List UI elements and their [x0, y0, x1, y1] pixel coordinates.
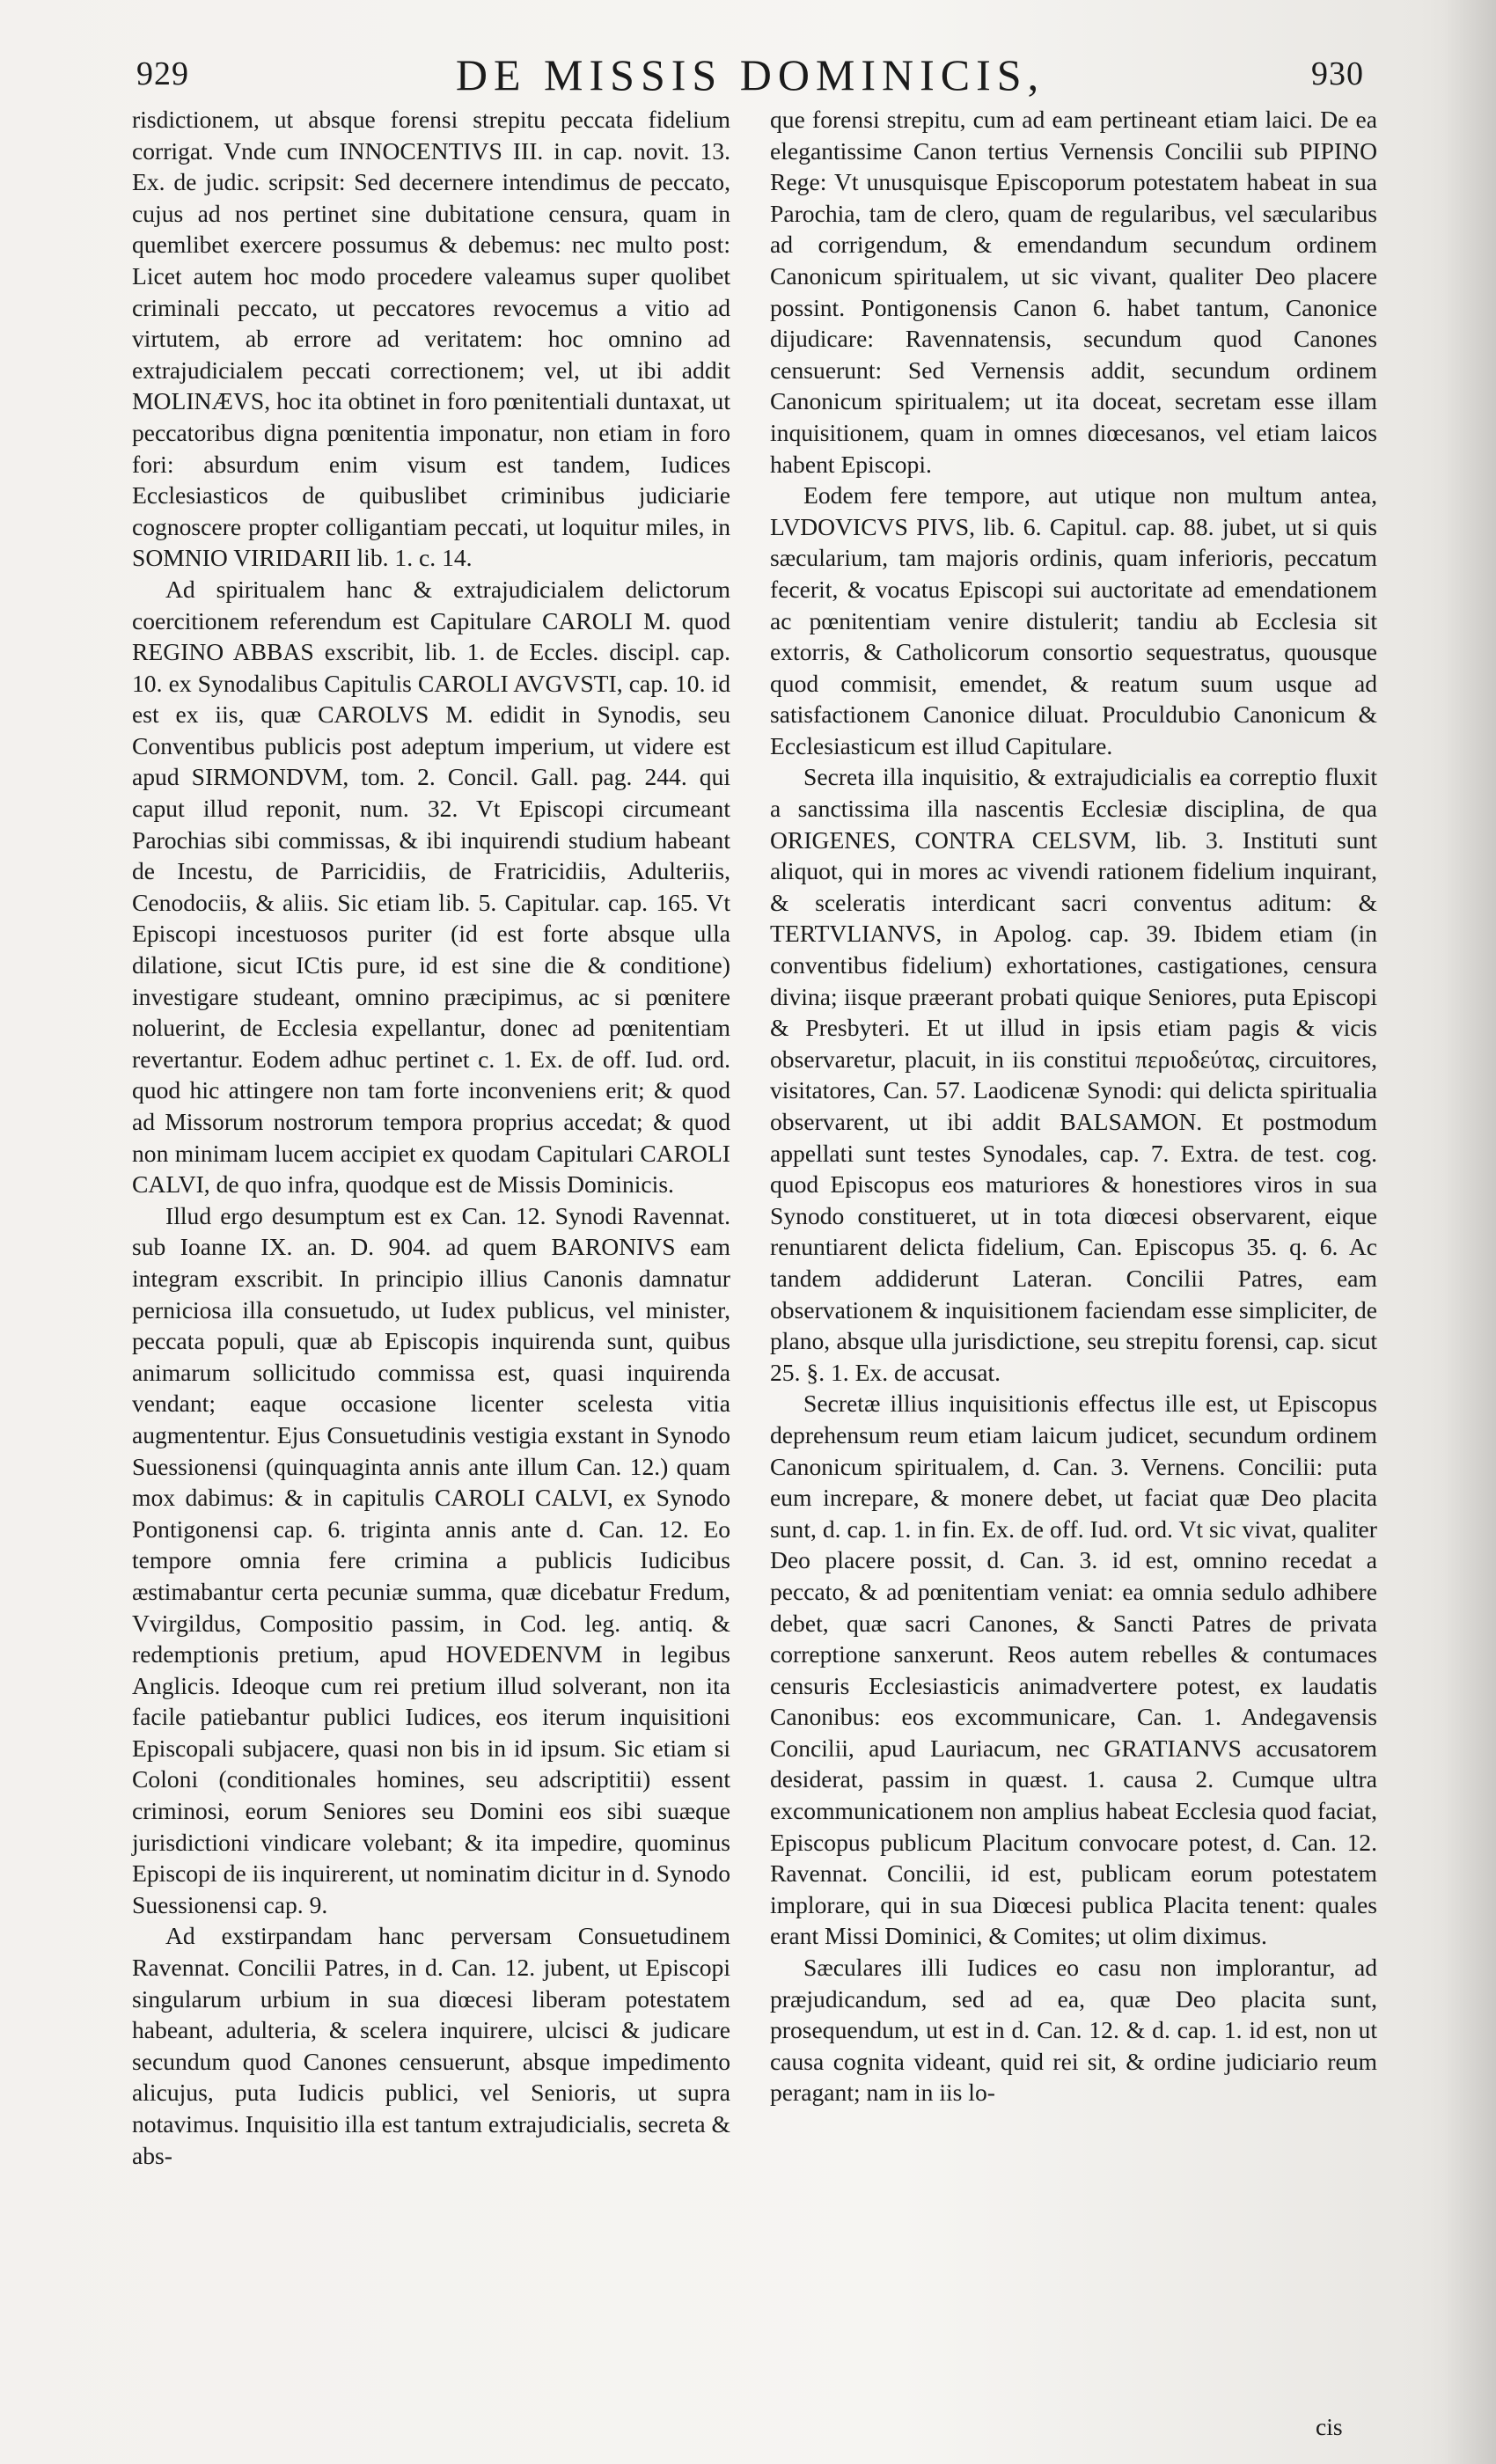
right-column — [770, 104, 1377, 2108]
paragraph-right-4: Secretæ illius inquisitionis effectus ille est, ut Episcopus deprehensum reum etiam laicum judicet, secundum ordinem Canonicum spiritualem, d. Can. 3. Vernens. Concilii: puta eum increpare, & monere debet, ut faciat quæ Deo placita sunt, d. cap. 1. in fin. Ex. de off. Iud. ord. Vt sic vivat, qualiter Deo placere possit, d. Can. 3. id est, omnino recedat a peccato, & ad pœnitentiam veniat: ea omnia sedulo adhibere debet, quæ sacri Canones, & Sancti Patres de privata correptione sanxerunt. Reos autem rebelles & contumaces censuris Ecclesiasticis animadvertere potest, ex laudatis Canonibus: eos excommunicare, Can. 1. Andegavensis Concilii, apud Lauriacum, nec GRATIANVS accusatorem desiderat, passim in quæst. 1. causa 2. Cumque ultra excommunicationem non amplius habeat Ecclesia quod faciat, Episcopus publicum Placitum convocare potest, d. Can. 12. Ravennat. Concilii, id est, publicam eorum potestatem implorare, qui in sua Diœcesi publica Placita tenent: quales erant Missi Dominici, & Comites; ut olim diximus. — [770, 1390, 1377, 1950]
paragraph-left-2: Ad spiritualem hanc & extrajudicialem delictorum coercitionem referendum est Capitulare CAROLI M. quod REGINO ABBAS exscribit, lib. 1. de Eccles. discipl. cap. 10. ex Synodalibus Capitulis CAROLI AVGVSTI, cap. 10. id est ex iis, quæ CAROLVS M. edidit in Synodis, seu Conventibus publicis post adeptum imperium, ut videre est apud SIRMONDVM, tom. 2. Concil. Gall. pag. 244. qui caput illud reponit, num. 32. Vt Episcopi circumeant Parochias sibi commissas, & ibi inquirendi studium habeant de Incestu, de Parricidiis, de Fratricidiis, Adulteriis, Cenodociis, & aliis. Sic etiam lib. 5. Capitular. cap. 165. Vt Episcopi incestuosos puriter (id est forte absque ulla dilatione, sicut ICtis pure, id est sine die & conditione) investigare studeant, omnino præcipimus, ac si pœnitere noluerint, de Ecclesia expellantur, donec ad pœnitentiam revertantur. Eodem adhuc pertinet c. 1. Ex. de off. Iud. ord. quod hic attingere non tam forte inconveniens erit; & quod ad Missorum nostrorum tempora proprius accedat; & quod non minimam lucem accipiet ex quodam Capitulari CAROLI CALVI, de quo infra, quodque est de Missis Dominicis. — [132, 575, 730, 1199]
page-gutter-shadow — [1443, 0, 1496, 2464]
page-number-right: 930 — [1311, 55, 1364, 92]
left-column — [132, 104, 730, 2171]
paragraph-right-3: Secreta illa inquisitio, & extrajudicialis ea correptio fluxit a sanctissima illa nascentis Ecclesiæ disciplina, de qua ORIGENES, CONTRA CELSVM, lib. 3. Instituti sunt aliquot, qui in mores ac vivendi rationem fidelium inquirant, & sceleratis interdicant sacri conventus aditum: & TERTVLIANVS, in Apolog. cap. 39. Ibidem etiam (in conventibus fidelium) exhortationes, castigationes, censura divina; iisque præerant probati quique Seniores, puta Episcopi & Presbyteri. Et ut illud in ipsis etiam pagis & vicis observaretur, placuit, in iis constitui περιοδεύτας, circuitores, visitatores, Can. 57. Laodicenæ Synodi: qui delicta spiritualia observarent, ut ibi addit BALSAMON. Et postmodum appellati sunt testes Synodales, cap. 7. Extra. de test. cog. quod Episcopus eos maturiores & honestiores viros in sua Synodo constitueret, ut in tota diœcesi observarent, eique renuntiarent delicta fidelium, Can. Episcopus 35. q. 6. Ac tandem addiderunt Lateran. Concilii Patres, eam observationem & inquisitionem faciendam esse simpliciter, de plano, absque ulla jurisdictione, seu strepitu forensi, cap. sicut 25. §. 1. Ex. de accusat. — [770, 763, 1377, 1386]
catchword: cis — [1316, 2413, 1343, 2440]
paragraph-right-5: Sæculares illi Iudices eo casu non implorantur, ad præjudicandum, sed ad ea, quæ Deo placita sunt, prosequendum, ut est in d. Can. 12. & d. cap. 1. id est, non ut causa cognita videant, quid rei sit, & ordine judiciario reum peragant; nam in iis lo- — [770, 1954, 1377, 2107]
paragraph-left-1: risdictionem, ut absque forensi strepitu peccata fidelium corrigat. Vnde cum INNOCENTIVS III. in cap. novit. 13. Ex. de judic. scripsit: Sed decernere intendimus de peccato, cujus ad nos pertinet sine dubitatione censura, quam in quemlibet exercere possumus & debemus: nec multo post: Licet autem hoc modo procedere valeamus super quolibet criminali peccato, ut peccatores revocemus a vitio ad virtutem, ab errore ad veritatem: hoc omnino ad extrajudicialem peccati correctionem; vel, ut ibi addit MOLINÆVS, hoc ita obtinet in foro pœnitentiali duntaxat, ut peccatoribus digna pœnitentia imponatur, non etiam in foro fori: absurdum enim visum est tandem, Iudices Ecclesiasticos de quibuslibet criminibus judiciarie cognoscere propter colligantiam peccati, ut loquitur miles, in SOMNIO VIRIDARII lib. 1. c. 14. — [132, 106, 730, 572]
running-title: DE MISSIS DOMINICIS, — [455, 50, 1045, 99]
paragraph-left-4: Ad exstirpandam hanc perversam Consuetudinem Ravennat. Concilii Patres, in d. Can. 12. jubent, ut Episcopi singularum urbium in sua diœcesi liberam potestatem habeant, adulteria, & scelera inquirere, ulcisci & judicare secundum quod Canones censuerunt, absque impedimento alicujus, puta Iudicis publici, vel Senioris, ut supra notavimus. Inquisitio illa est tantum extrajudicialis, secreta & abs- — [132, 1922, 730, 2169]
paragraph-right-1: que forensi strepitu, cum ad eam pertineant etiam laici. De ea elegantissime Canon tertius Vernensis Concilii sub PIPINO Rege: Vt unusquisque Episcoporum potestatem habeat in sua Parochia, tam de clero, quam de regularibus, vel sæcularibus ad corrigendum, & emendandum secundum ordinem Canonicum spiritualem, ut sic vivant, qualiter Deo placere possint. Pontigonensis Canon 6. habet tantum, Canonice dijudicare: Ravennatensis, secundum quod Canones censuerunt: Sed Vernensis addit, secundum ordinem Canonicum spiritualem; ut ita doceat, secretam esse illam inquisitionem, quam in omnes diœcesanos, vel etiam laicos habent Episcopi. — [770, 106, 1377, 478]
page-number-left: 929 — [136, 55, 189, 92]
running-head — [136, 50, 1364, 107]
paragraph-right-2: Eodem fere tempore, aut utique non multum antea, LVDOVICVS PIVS, lib. 6. Capitul. cap. 88. jubet, ut si quis sæcularium, tam majoris ordinis, quam inferioris, peccatum fecerit, & vocatus Episcopi sui auctoritate ad emendationem ac pœnitentiam venire distulerit; tandiu ab Ecclesia sit extorris, & Catholicorum consortio sequestratus, quousque quod commisit, emendet, & reatum suum usque ad satisfactionem Canonice diluat. Proculdubio Canonicum & Ecclesiasticum est illud Capitulare. — [770, 481, 1377, 759]
paragraph-left-3: Illud ergo desumptum est ex Can. 12. Synodi Ravennat. sub Ioanne IX. an. D. 904. ad quem BARONIVS eam integram exscribit. In principio illius Canonis damnatur perniciosa illa consuetudo, ut Iudex publicus, vel minister, peccata populi, quæ ab Episcopis inquirenda sunt, quibus animarum sollicitudo commissa est, quasi inquirenda vendant; eaque occasione licenter scelesta vitia augmententur. Ejus Consuetudinis vestigia exstant in Synodo Suessionensi (quinquaginta annis ante illum Can. 12.) quam mox dabimus: & in capitulis CAROLI CALVI, ex Synodo Pontigonensi cap. 6. triginta annis ante d. Can. 12. Eo tempore omnia fere crimina a publicis Iudicibus æstimabantur certa pecuniæ summa, quæ dicebatur Fredum, Vvirgildus, Compositio passim, in Cod. leg. antiq. & redemptionis pretium, apud HOVEDENVM in legibus Anglicis. Ideoque cum rei pretium illud solverant, non ita facile patiebantur publici Iudices, eos iterum inquisitioni Episcopali subjacere, quasi non bis in id ipsum. Sic etiam si Coloni (conditionales homines, seu adscriptitii) essent criminosi, eorum Seniores seu Domini eos sibi suæque jurisdictioni vindicare volebant; & ita impedire, quominus Episcopi de iis inquirerent, ut nominatim dicitur in d. Synodo Suessionensi cap. 9. — [132, 1201, 730, 1918]
